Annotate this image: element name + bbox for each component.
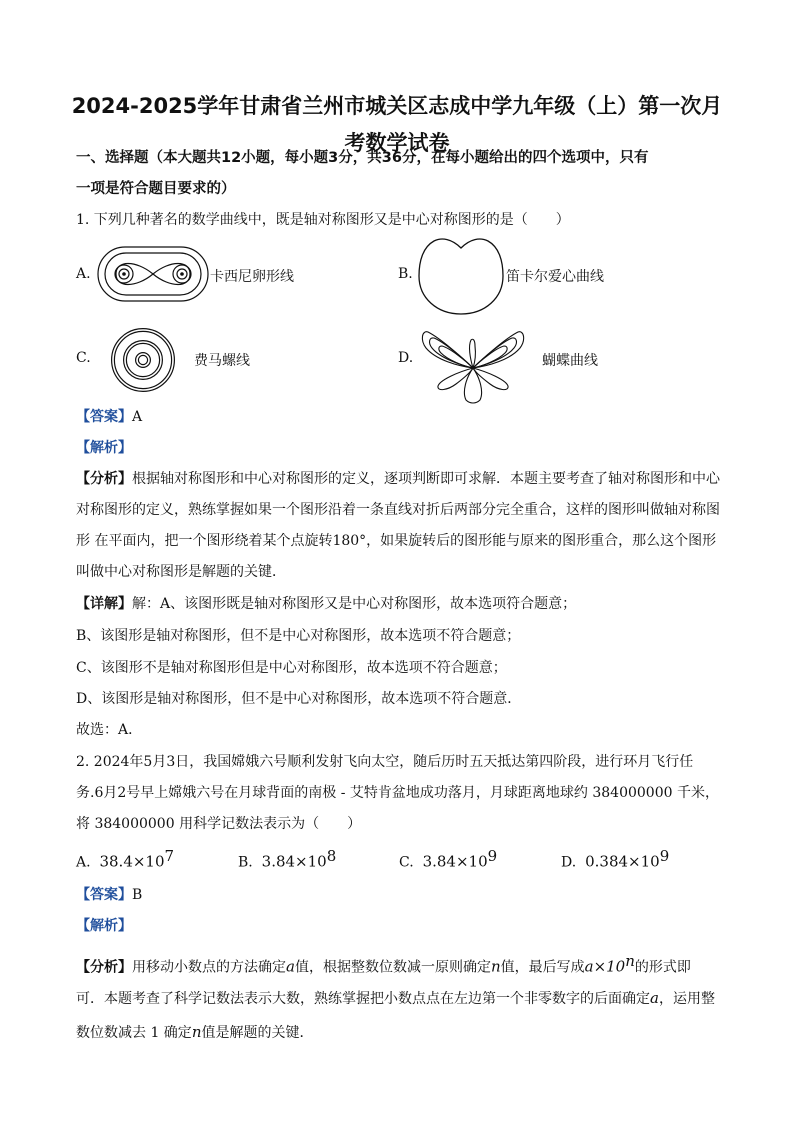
q1-option-c-letter: C. — [76, 350, 91, 366]
fenxi-tag: 【分析】 — [76, 959, 132, 976]
q2-option-c: C. $3.84\times 10^9$ — [399, 847, 498, 871]
q1-fenxi-line1: 【分析】根据轴对称图形和中心对称图形的定义，逐项判断即可求解．本题主要考查了轴对称图形和中心 — [76, 471, 720, 487]
detail-tag: 【详解】 — [76, 596, 132, 612]
q1-fenxi-line4: 叫做中心对称图形是解题的关键． — [76, 564, 286, 580]
answer-value: B — [132, 887, 143, 903]
q1-option-b-letter: B. — [398, 266, 413, 282]
q2-fenxi-line3: 数位数减去 1 确定n值是解题的关键． — [76, 1023, 314, 1041]
section-heading-line2: 一项是符合题目要求的） — [76, 181, 236, 197]
q1-detail-line2: B、该图形是轴对称图形，但不是中心对称图形，故本选项不符合题意； — [76, 628, 521, 644]
cassini-oval-icon — [96, 244, 210, 304]
q2-stem-line2: 务.6月2号早上嫦娥六号在月球背面的南极 - 艾特肯盆地成功落月，月球距离地球约 384000000 千米， — [76, 785, 719, 801]
exam-title-line1: 2024-2025学年甘肃省兰州市城关区志成中学九年级（上）第一次月 — [71, 94, 723, 118]
q1-option-a-caption: 卡西尼卵形线 — [210, 269, 294, 285]
q1-analysis-tag: 【解析】 — [76, 440, 132, 456]
q1-option-d-caption: 蝴蝶曲线 — [542, 353, 598, 369]
q1-answer — [76, 406, 142, 426]
answer-tag: 【答案】 — [76, 887, 132, 903]
fenxi-tag: 【分析】 — [76, 471, 132, 487]
fermat-spiral-icon — [94, 318, 192, 398]
q1-detail-line5: 故选：A． — [76, 722, 143, 738]
q2-analysis-tag: 【解析】 — [76, 918, 132, 934]
q2-answer — [76, 884, 142, 904]
q1-option-c-caption: 费马螺线 — [194, 353, 250, 369]
q1-detail-line1: 【详解】解：A、该图形既是轴对称图形又是中心对称图形，故本选项符合题意； — [76, 596, 577, 612]
q2-fenxi-line2: 可．本题考查了科学记数法表示大数，熟练掌握把小数点点在左边第一个非零数字的后面确定a，运用整 — [76, 989, 715, 1007]
q1-option-b-caption: 笛卡尔爱心曲线 — [506, 269, 604, 285]
q1-detail-line4: D、该图形是轴对称图形，但不是中心对称图形，故本选项不符合题意． — [76, 691, 522, 707]
butterfly-curve-icon — [418, 318, 528, 404]
q1-detail-line3: C、该图形不是轴对称图形但是中心对称图形，故本选项不符合题意； — [76, 660, 507, 676]
section-heading-line1: 一、选择题（本大题共12小题，每小题3分，共36分，在每小题给出的四个选项中，只有 — [76, 150, 649, 166]
q2-option-a: A. $38.4\times 10^7$ — [76, 847, 175, 871]
q2-fenxi-line1: 【分析】用移动小数点的方法确定a值，根据整数位数减一原则确定n值，最后写成$a\times 10^n$的形式即 — [76, 952, 691, 976]
q2-option-b: B. $3.84\times 10^8$ — [238, 847, 337, 871]
q1-option-a-letter: A. — [76, 266, 91, 282]
q1-stem: 1. 下列几种著名的数学曲线中，既是轴对称图形又是中心对称图形的是（ ） — [76, 212, 570, 228]
exam-title-line2: 考数学试卷 — [344, 131, 450, 155]
q2-option-d: D. $0.384\times 10^9$ — [561, 847, 670, 871]
answer-value: A — [132, 409, 143, 425]
q1-fenxi-line2: 对称图形的定义，熟练掌握如果一个图形沿着一条直线对折后两部分完全重合，这样的图形叫做轴对称图 — [76, 502, 720, 518]
cardioid-heart-icon — [418, 236, 504, 316]
answer-tag: 【答案】 — [76, 409, 132, 425]
q2-stem-line1: 2. 2024年5月3日，我国嫦娥六号顺利发射飞向太空，随后历时五天抵达第四阶段，进行环月飞行任 — [76, 754, 694, 770]
q1-option-d-letter: D. — [398, 350, 414, 366]
q2-stem-line3: 将 384000000 用科学记数法表示为（ ） — [76, 816, 362, 832]
q1-fenxi-line3: 形 在平面内，把一个图形绕着某个点旋转180°，如果旋转后的图形能与原来的图形重合，那么这个图形 — [76, 533, 717, 549]
